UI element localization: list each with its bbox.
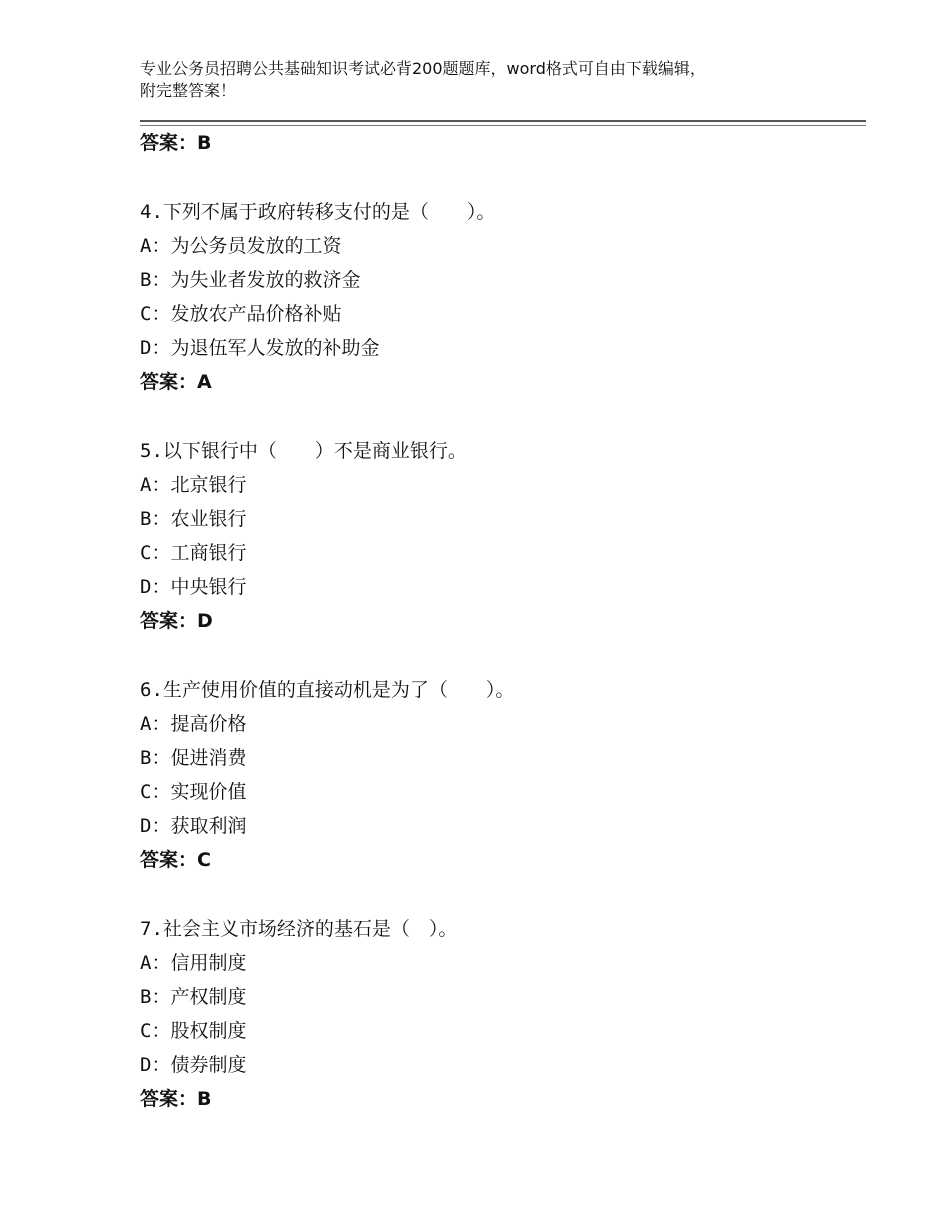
option-c: C：股权制度 <box>140 1020 247 1042</box>
option-d: D：获取利润 <box>140 815 247 837</box>
question-answer: 答案：B <box>140 1088 212 1110</box>
option-a: A：为公务员发放的工资 <box>140 235 342 257</box>
option-d: D：为退伍军人发放的补助金 <box>140 337 380 359</box>
header-divider <box>140 120 866 122</box>
question-stem: 7.社会主义市场经济的基石是（ ）。 <box>140 918 458 940</box>
option-d: D：中央银行 <box>140 576 247 598</box>
option-b: B：为失业者发放的救济金 <box>140 269 361 291</box>
page-header <box>140 58 840 102</box>
option-b: B：促进消费 <box>140 747 247 769</box>
option-a: A：北京银行 <box>140 474 247 496</box>
option-d: D：债券制度 <box>140 1054 247 1076</box>
option-c: C：发放农产品价格补贴 <box>140 303 342 325</box>
question-answer: 答案：D <box>140 610 213 632</box>
question-stem: 5.以下银行中（ ）不是商业银行。 <box>140 440 467 462</box>
option-b: B：农业银行 <box>140 508 247 530</box>
header-divider-thin <box>140 125 866 126</box>
option-c: C：工商银行 <box>140 542 247 564</box>
question-stem: 4.下列不属于政府转移支付的是（ ）。 <box>140 201 496 223</box>
question-answer: 答案：C <box>140 849 211 871</box>
option-c: C：实现价值 <box>140 781 247 803</box>
option-a: A：信用制度 <box>140 952 247 974</box>
option-b: B：产权制度 <box>140 986 247 1008</box>
header-line-2: 附完整答案！ <box>140 81 237 100</box>
question-7 <box>140 917 860 1121</box>
header-line-1: 专业公务员招聘公共基础知识考试必背200题题库，word格式可自由下载编辑， <box>140 59 706 78</box>
question-answer: 答案：A <box>140 371 212 393</box>
question-stem: 6.生产使用价值的直接动机是为了（ ）。 <box>140 679 515 701</box>
question-5 <box>140 439 860 643</box>
question-6 <box>140 678 860 882</box>
previous-answer: 答案：B <box>140 132 212 154</box>
question-4 <box>140 200 860 404</box>
option-a: A：提高价格 <box>140 713 247 735</box>
